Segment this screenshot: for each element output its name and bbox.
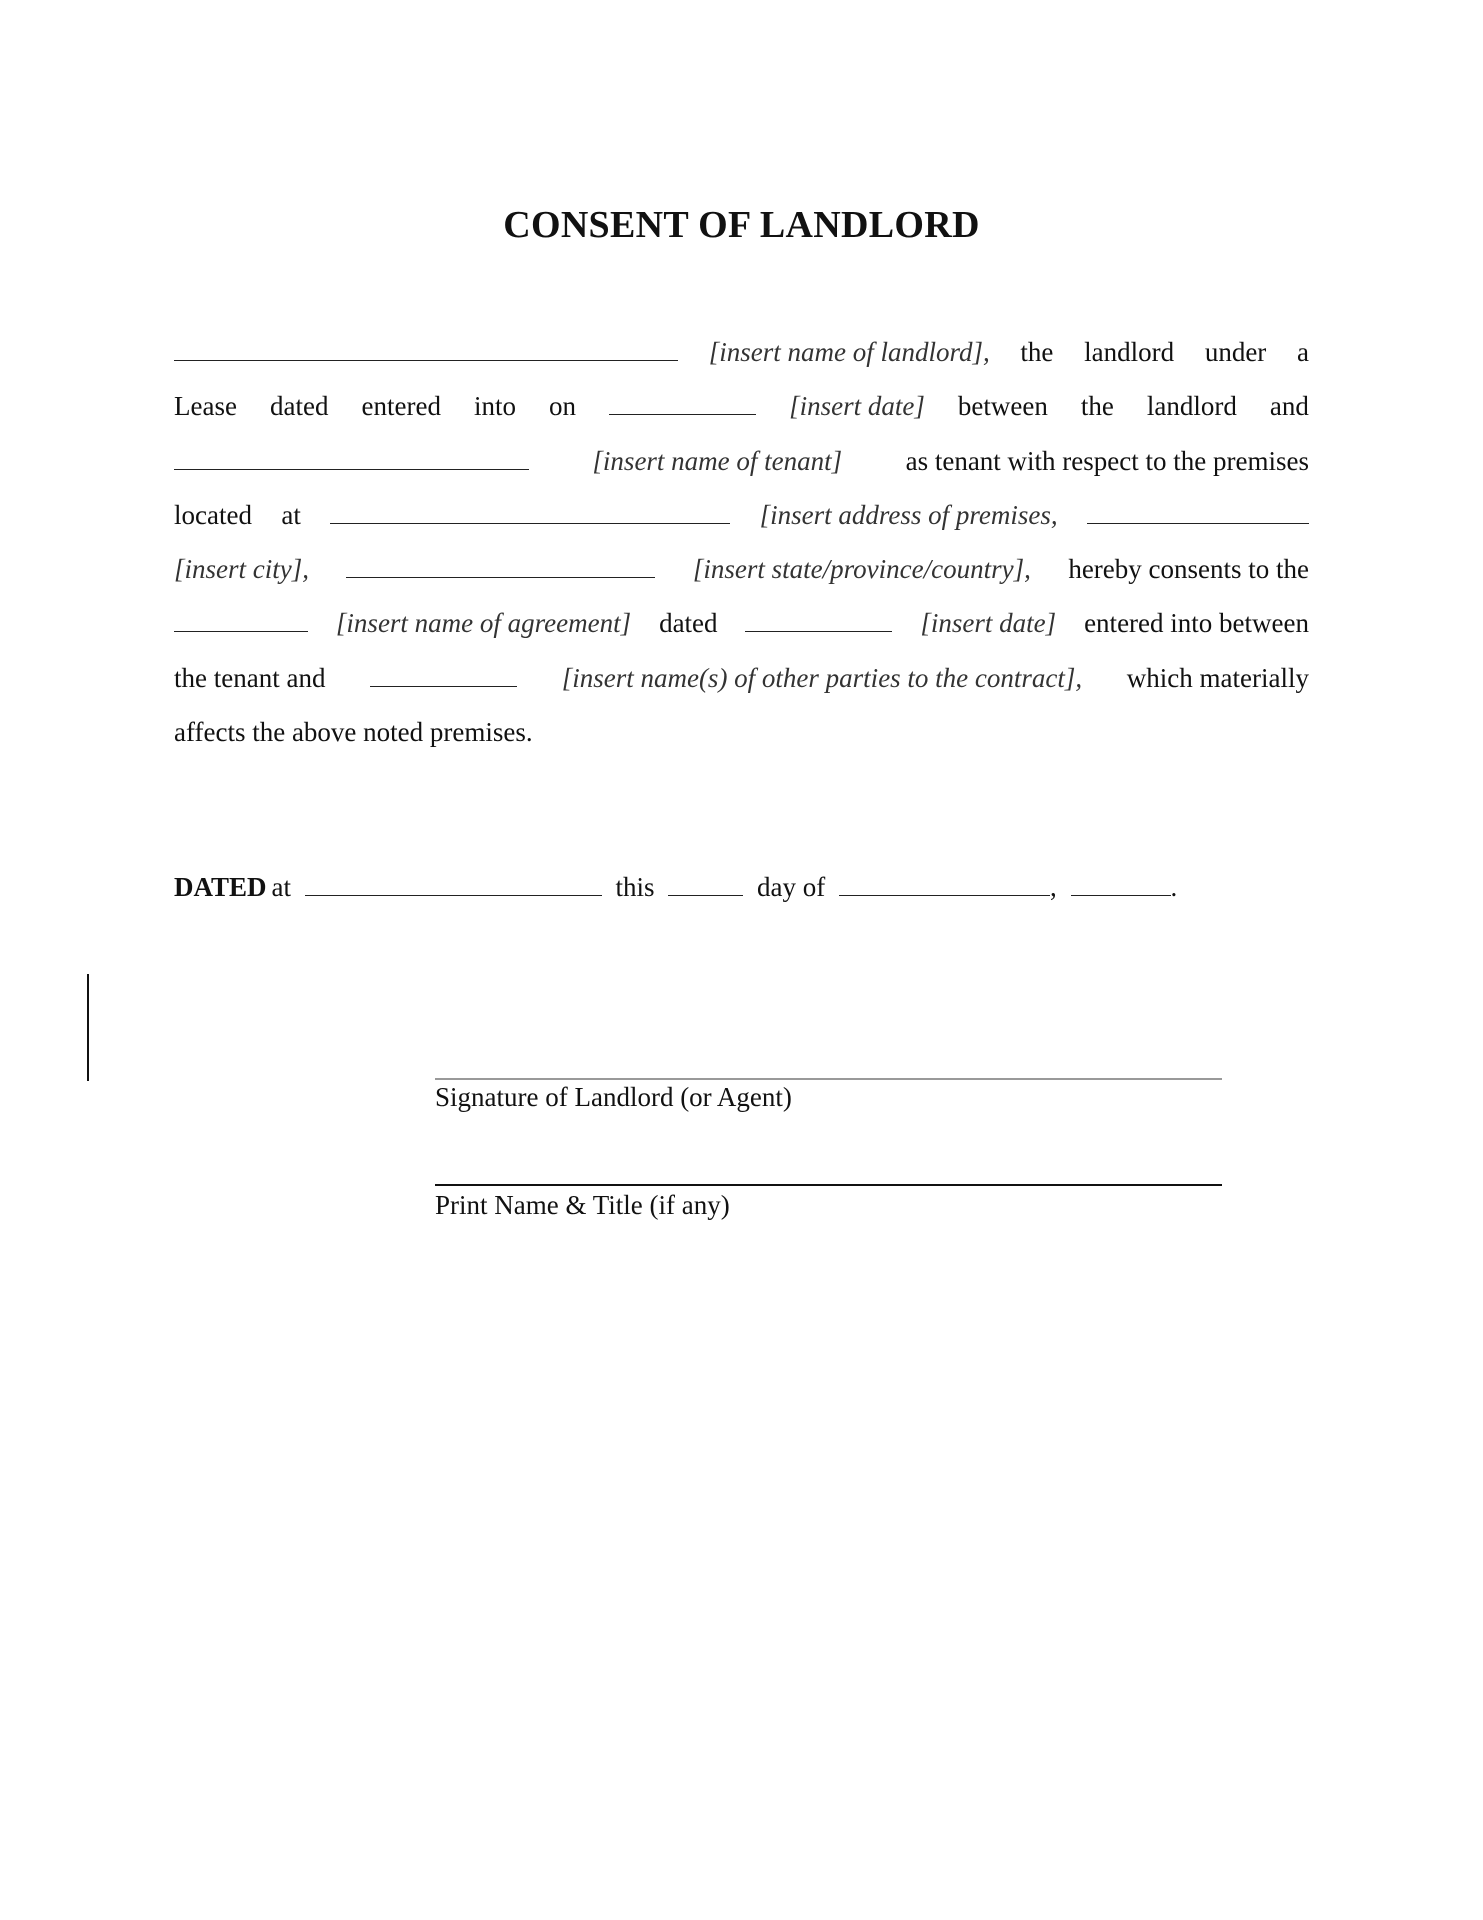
text: day of [757, 872, 826, 902]
text: landlord [1146, 391, 1237, 422]
print-name-label: Print Name & Title (if any) [435, 1190, 730, 1220]
placeholder-tenant-name: [insert name of tenant] [592, 445, 843, 476]
placeholder-premises-address: [insert address of premises, [759, 499, 1058, 530]
text: as tenant with respect to the premises [905, 445, 1309, 476]
lease-date-blank[interactable] [609, 394, 756, 415]
paragraph-line-5 [174, 542, 1309, 596]
print-name-line[interactable] [435, 1184, 1222, 1186]
text: a [1297, 337, 1309, 367]
text: on [549, 391, 577, 422]
text: the tenant and [174, 662, 326, 693]
text: the [1020, 337, 1054, 367]
text: hereby consents to the [1068, 554, 1309, 585]
text: dated [269, 391, 329, 422]
document-title: CONSENT OF LANDLORD [503, 204, 980, 246]
dated-day-blank[interactable] [668, 875, 743, 896]
paragraph-line-2 [174, 379, 1309, 433]
tenant-name-blank[interactable] [174, 449, 529, 470]
dated-place-blank[interactable] [305, 875, 602, 896]
landlord-name-blank[interactable] [174, 340, 678, 361]
paragraph-line-8 [174, 705, 1309, 759]
dated-label: DATED [174, 872, 267, 902]
paragraph-line-4 [174, 488, 1309, 542]
placeholder-agreement-date: [insert date] [920, 608, 1057, 639]
text: into [473, 391, 516, 422]
text: , [1050, 872, 1057, 902]
text: and [1269, 391, 1309, 422]
paragraph-line-6 [174, 596, 1309, 650]
dated-month-blank[interactable] [839, 875, 1050, 896]
text: entered [361, 391, 441, 422]
text: located [174, 499, 252, 530]
text: this [615, 872, 655, 902]
signature-line[interactable] [435, 1078, 1222, 1080]
text: at [281, 499, 301, 530]
consent-paragraph [174, 325, 1309, 759]
text-cursor-bar [87, 974, 89, 1081]
city-blank[interactable] [1087, 503, 1309, 524]
text: which materially [1126, 662, 1309, 693]
signature-label: Signature of Landlord (or Agent) [435, 1082, 792, 1112]
placeholder-city: [insert city], [174, 554, 309, 585]
text: at [271, 872, 292, 902]
text: landlord [1084, 337, 1175, 367]
text: . [1170, 872, 1178, 902]
agreement-date-blank[interactable] [745, 611, 892, 632]
other-parties-blank[interactable] [370, 666, 517, 687]
dated-line [174, 860, 1184, 914]
placeholder-state-province-country: [insert state/province/country], [692, 554, 1031, 585]
text: affects the above noted premises. [174, 717, 533, 748]
placeholder-other-parties: [insert name(s) of other parties to the contract], [561, 662, 1083, 693]
text: between [957, 391, 1048, 422]
dated-year-blank[interactable] [1071, 875, 1171, 896]
placeholder-agreement-name: [insert name of agreement] [335, 608, 632, 639]
paragraph-line-3 [174, 434, 1309, 488]
text: entered into between [1084, 608, 1309, 639]
text: under [1204, 337, 1267, 367]
placeholder-lease-date: [insert date] [789, 391, 925, 422]
state-province-country-blank[interactable] [346, 557, 655, 578]
placeholder-landlord-name: [insert name of landlord], [708, 337, 990, 367]
premises-address-blank[interactable] [330, 503, 730, 524]
agreement-name-blank[interactable] [174, 611, 308, 632]
paragraph-line-1 [174, 325, 1309, 379]
text: the [1080, 391, 1114, 422]
text: dated [659, 608, 718, 639]
paragraph-line-7 [174, 651, 1309, 705]
text: Lease [174, 391, 237, 422]
